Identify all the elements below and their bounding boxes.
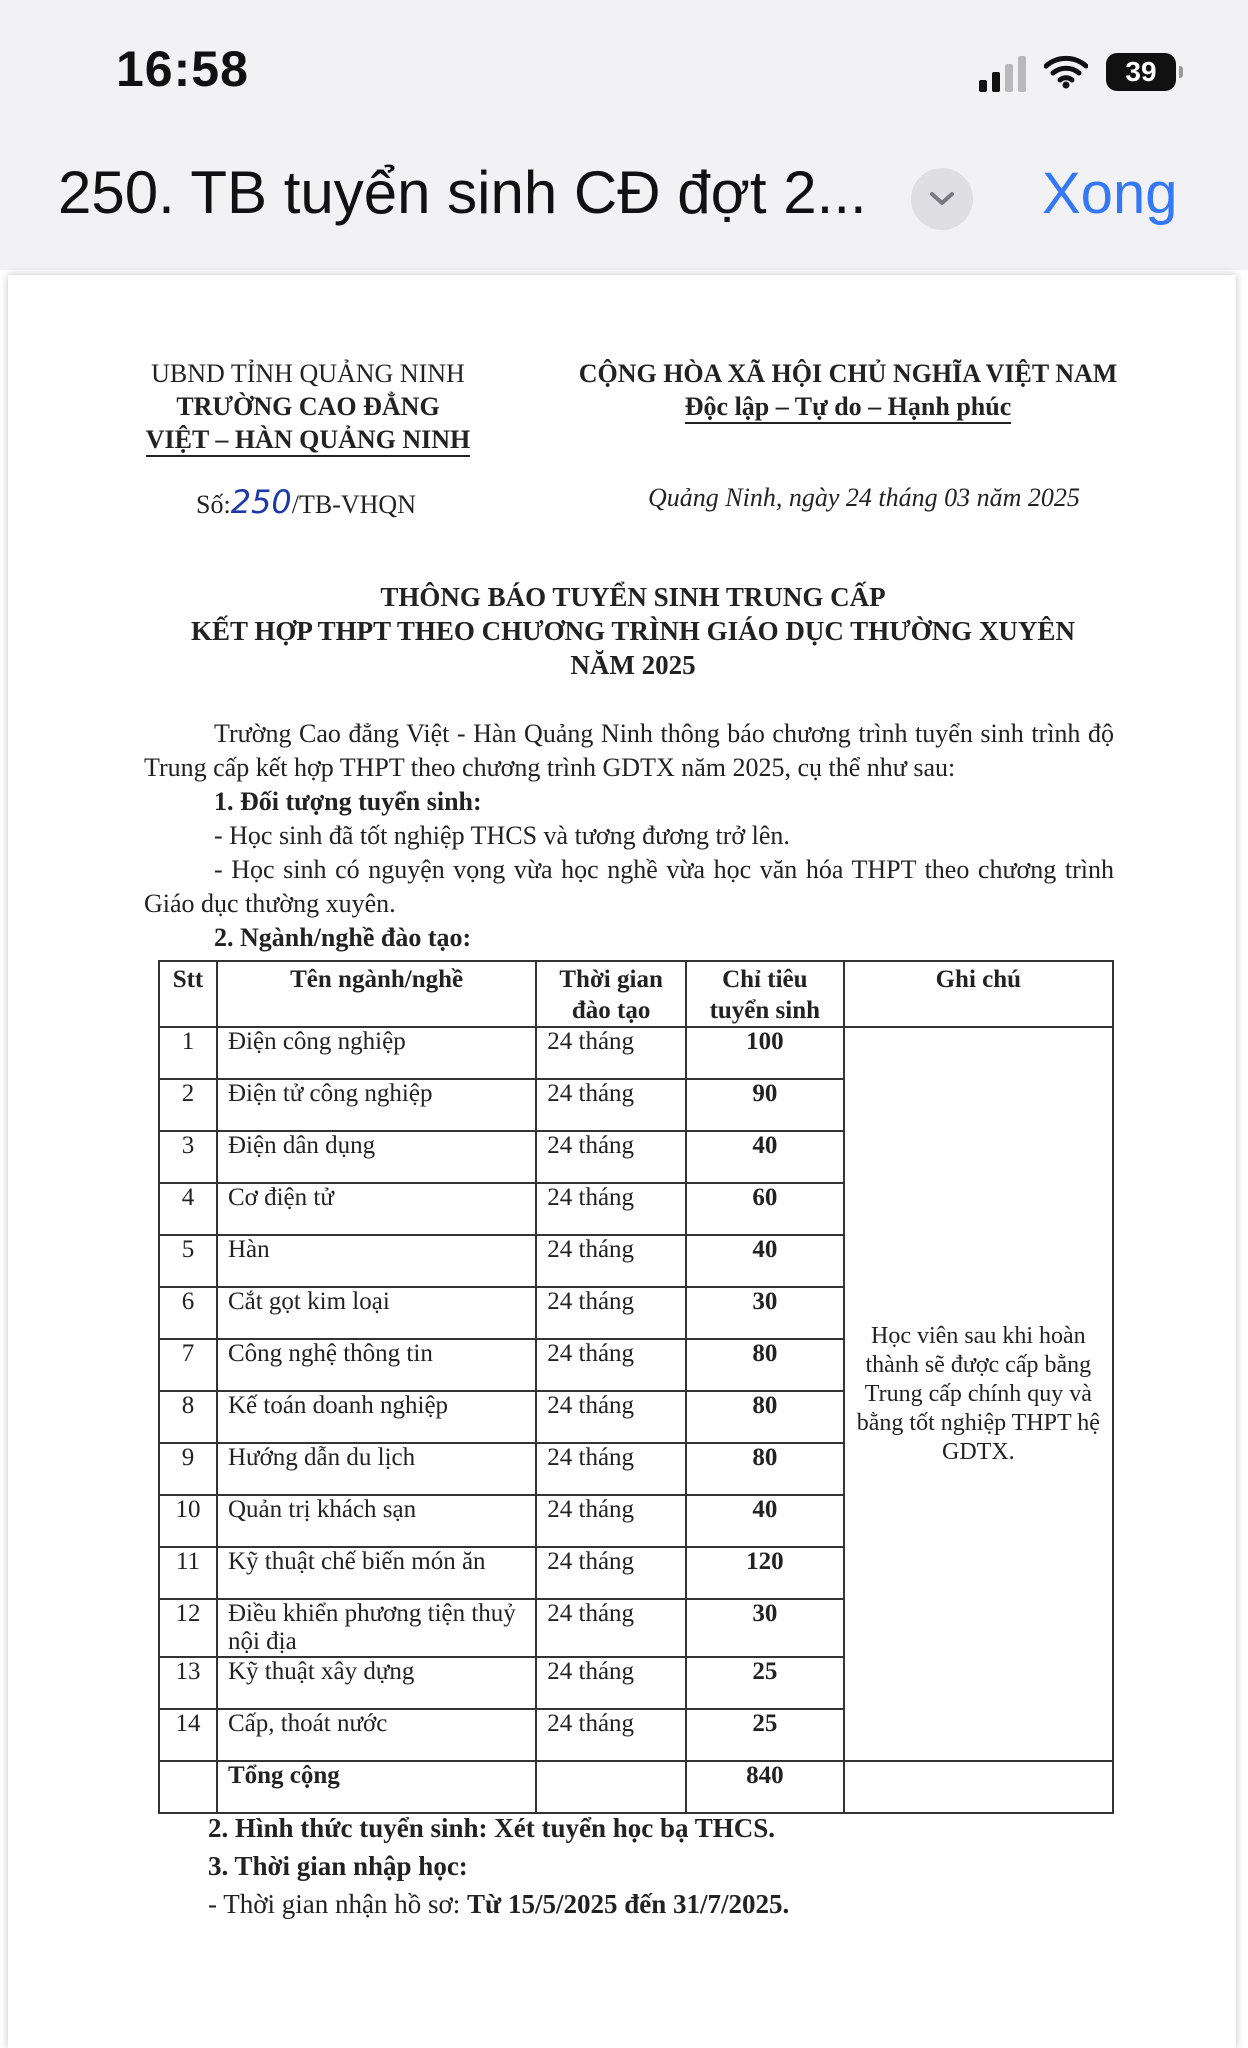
program-name: Cơ điện tử: [217, 1183, 536, 1235]
intro-paragraph: Trường Cao đẳng Việt - Hàn Quảng Ninh thông báo chương trình tuyển sinh trình độ Trung cấp kết hợp THPT theo chương trình GDTX năm 2025, cụ thể như sau:: [144, 719, 1114, 782]
empty-cell: [844, 1761, 1113, 1813]
chevron-down-icon: [929, 191, 955, 207]
total-row: [159, 1761, 1113, 1813]
row-number: 6: [159, 1287, 217, 1339]
row-number: 10: [159, 1495, 217, 1547]
battery-icon: 39: [1106, 53, 1176, 91]
row-number: 2: [159, 1079, 217, 1131]
duration: 24 tháng: [536, 1547, 686, 1599]
row-number: 8: [159, 1391, 217, 1443]
duration: 24 tháng: [536, 1131, 686, 1183]
quota: 40: [686, 1131, 844, 1183]
issuer-line: UBND TỈNH QUẢNG NINH: [151, 359, 465, 388]
document-title: 250. TB tuyển sinh CĐ đợt 2...: [58, 159, 867, 226]
program-name: Hàn: [217, 1235, 536, 1287]
issuer-header: [128, 357, 488, 457]
duration: 24 tháng: [536, 1709, 686, 1761]
column-header: Thời gian đào tạo: [536, 961, 686, 1027]
row-number: 13: [159, 1657, 217, 1709]
column-header: Chỉ tiêu tuyển sinh: [686, 961, 844, 1027]
cellular-signal-icon: [979, 52, 1026, 92]
note-cell: Học viên sau khi hoàn thành sẽ được cấp bằng Trung cấp chính quy và bằng tốt nghiệp THPT hệ GDTX.: [844, 1027, 1113, 1761]
section-heading: 2. Ngành/nghề đào tạo:: [214, 923, 472, 952]
national-header: [568, 357, 1128, 424]
row-number: 4: [159, 1183, 217, 1235]
done-button[interactable]: Xong: [1042, 161, 1178, 226]
list-item: - Học sinh đã tốt nghiệp THCS và tương đương trở lên.: [214, 821, 790, 850]
quota: 80: [686, 1443, 844, 1495]
duration: 24 tháng: [536, 1599, 686, 1657]
program-name: Công nghệ thông tin: [217, 1339, 536, 1391]
row-number: 5: [159, 1235, 217, 1287]
notice-footer: [208, 1809, 1108, 1923]
duration: 24 tháng: [536, 1235, 686, 1287]
column-header: Ghi chú: [844, 961, 1113, 1027]
program-name: Kế toán doanh nghiệp: [217, 1391, 536, 1443]
row-number: 11: [159, 1547, 217, 1599]
status-icons: [979, 48, 1176, 96]
column-header: Tên ngành/nghề: [217, 961, 536, 1027]
row-number: 9: [159, 1443, 217, 1495]
duration: 24 tháng: [536, 1443, 686, 1495]
document-date: Quảng Ninh, ngày 24 tháng 03 năm 2025: [648, 483, 1080, 512]
quota: 100: [686, 1027, 844, 1079]
table-body: [159, 1027, 1113, 1813]
national-line: CỘNG HÒA XÃ HỘI CHỦ NGHĨA VIỆT NAM: [578, 359, 1118, 388]
title-menu-button[interactable]: [911, 168, 973, 230]
duration: 24 tháng: [536, 1287, 686, 1339]
section-heading: 3. Thời gian nhập học:: [208, 1851, 468, 1881]
status-time: 16:58: [116, 41, 249, 97]
handwritten-number: 250: [230, 483, 292, 521]
receive-period: - Thời gian nhận hồ sơ: Từ 15/5/2025 đến 31/7/2025.: [208, 1889, 790, 1919]
row-number: 7: [159, 1339, 217, 1391]
quota: 40: [686, 1495, 844, 1547]
section-heading: 2. Hình thức tuyển sinh: Xét tuyển học bạ THCS.: [208, 1813, 776, 1843]
issuer-line: VIỆT – HÀN QUẢNG NINH: [146, 425, 471, 457]
notice-title: THÔNG BÁO TUYỂN SINH TRUNG CẤP KẾT HỢP THPT THEO CHƯƠNG TRÌNH GIÁO DỤC THƯỜNG XUYÊN NĂM 2025: [191, 582, 1075, 680]
program-name: Điện dân dụng: [217, 1131, 536, 1183]
quota: 80: [686, 1339, 844, 1391]
program-name: Cấp, thoát nước: [217, 1709, 536, 1761]
document-page: [8, 275, 1236, 2048]
program-name: Kỹ thuật xây dựng: [217, 1657, 536, 1709]
program-name: Quản trị khách sạn: [217, 1495, 536, 1547]
quota: 30: [686, 1599, 844, 1657]
program-name: Hướng dẫn du lịch: [217, 1443, 536, 1495]
quota: 25: [686, 1709, 844, 1761]
column-header: Stt: [159, 961, 217, 1027]
total-label: Tổng cộng: [217, 1761, 536, 1813]
quota: 120: [686, 1547, 844, 1599]
quota: 25: [686, 1657, 844, 1709]
table-header-row: [159, 961, 1113, 1027]
list-item: - Học sinh có nguyện vọng vừa học nghề vừa học văn hóa THPT theo chương trình Giáo dục thường xuyên.: [144, 855, 1114, 918]
duration: 24 tháng: [536, 1079, 686, 1131]
navigation-bar: [0, 0, 1248, 270]
total-value: 840: [686, 1761, 844, 1813]
duration: 24 tháng: [536, 1027, 686, 1079]
quota: 40: [686, 1235, 844, 1287]
section-heading: 1. Đối tượng tuyển sinh:: [214, 787, 482, 816]
program-name: Cắt gọt kim loại: [217, 1287, 536, 1339]
programs-table: [158, 960, 1114, 1814]
program-name: Kỹ thuật chế biến món ăn: [217, 1547, 536, 1599]
quota: 90: [686, 1079, 844, 1131]
empty-cell: [536, 1761, 686, 1813]
duration: 24 tháng: [536, 1495, 686, 1547]
program-name: Điện tử công nghiệp: [217, 1079, 536, 1131]
duration: 24 tháng: [536, 1339, 686, 1391]
issuer-line: TRƯỜNG CAO ĐẲNG: [176, 392, 440, 421]
empty-cell: [159, 1761, 217, 1813]
document-number: Số:250/TB-VHQN: [196, 483, 416, 521]
table-row: [159, 1027, 1113, 1079]
program-name: Điện công nghiệp: [217, 1027, 536, 1079]
duration: 24 tháng: [536, 1657, 686, 1709]
quota: 30: [686, 1287, 844, 1339]
row-number: 3: [159, 1131, 217, 1183]
duration: 24 tháng: [536, 1391, 686, 1443]
motto-line: Độc lập – Tự do – Hạnh phúc: [685, 392, 1012, 424]
row-number: 12: [159, 1599, 217, 1657]
program-name: Điều khiển phương tiện thuỷ nội địa: [217, 1599, 536, 1657]
row-number: 1: [159, 1027, 217, 1079]
row-number: 14: [159, 1709, 217, 1761]
quota: 80: [686, 1391, 844, 1443]
wifi-icon: [1044, 55, 1088, 89]
quota: 60: [686, 1183, 844, 1235]
notice-body: [144, 717, 1114, 955]
duration: 24 tháng: [536, 1183, 686, 1235]
